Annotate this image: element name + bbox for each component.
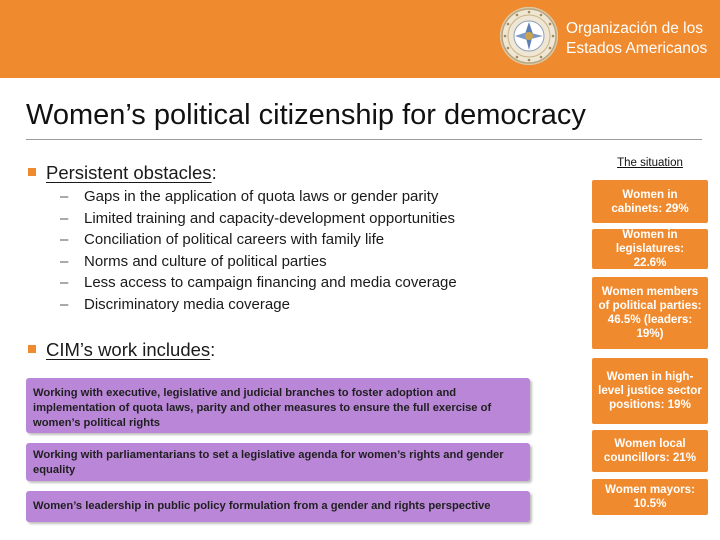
stat-box-legislatures: Women in legislatures: 22.6% — [592, 229, 708, 269]
header-bar — [0, 0, 720, 78]
work-box-executive: Working with executive, legislative and judicial branches to foster adoption and implementation of quota laws, parity and other measures to ensure the full exercise of women’s political rights — [26, 378, 530, 433]
square-bullet-icon — [28, 168, 36, 176]
stat-box-mayors: Women mayors: 10.5% — [592, 479, 708, 515]
situation-title: The situation — [617, 157, 683, 169]
list-item: – Limited training and capacity-development opportunities — [60, 208, 457, 230]
organization-name — [566, 19, 707, 59]
oas-seal-icon — [500, 7, 558, 65]
title-divider — [26, 139, 702, 140]
organization-name-line2: Estados Americanos — [566, 40, 708, 57]
square-bullet-icon — [28, 345, 36, 353]
work-box-parliamentarians: Working with parliamentarians to set a legislative agenda for women’s rights and gender equality — [26, 443, 530, 481]
obstacles-heading — [28, 161, 217, 185]
list-item: – Conciliation of political careers with family life — [60, 229, 457, 251]
obstacles-heading-colon: : — [211, 162, 217, 183]
stat-box-political-parties: Women members of political parties: 46.5% (leaders: 19%) — [592, 277, 708, 349]
list-item: – Norms and culture of political parties — [60, 251, 457, 273]
obstacles-heading-label: Persistent obstacles — [46, 162, 212, 183]
page-title: Women’s political citizenship for democracy — [26, 99, 586, 131]
list-item: – Gaps in the application of quota laws or gender parity — [60, 186, 457, 208]
list-item: – Less access to campaign financing and media coverage — [60, 272, 457, 294]
cim-work-heading-label: CIM’s work includes — [46, 339, 211, 360]
organization-name-line1: Organización de los — [566, 20, 703, 37]
cim-work-heading-colon: : — [210, 339, 216, 360]
stat-box-cabinets: Women in cabinets: 29% — [592, 180, 708, 223]
cim-work-heading — [28, 338, 215, 362]
obstacles-list — [60, 186, 457, 315]
work-box-leadership: Women’s leadership in public policy formulation from a gender and rights perspective — [26, 491, 530, 522]
list-item: – Discriminatory media coverage — [60, 294, 457, 316]
stat-box-justice-sector: Women in high-level justice sector positions: 19% — [592, 358, 708, 424]
stat-box-local-councillors: Women local councillors: 21% — [592, 430, 708, 472]
